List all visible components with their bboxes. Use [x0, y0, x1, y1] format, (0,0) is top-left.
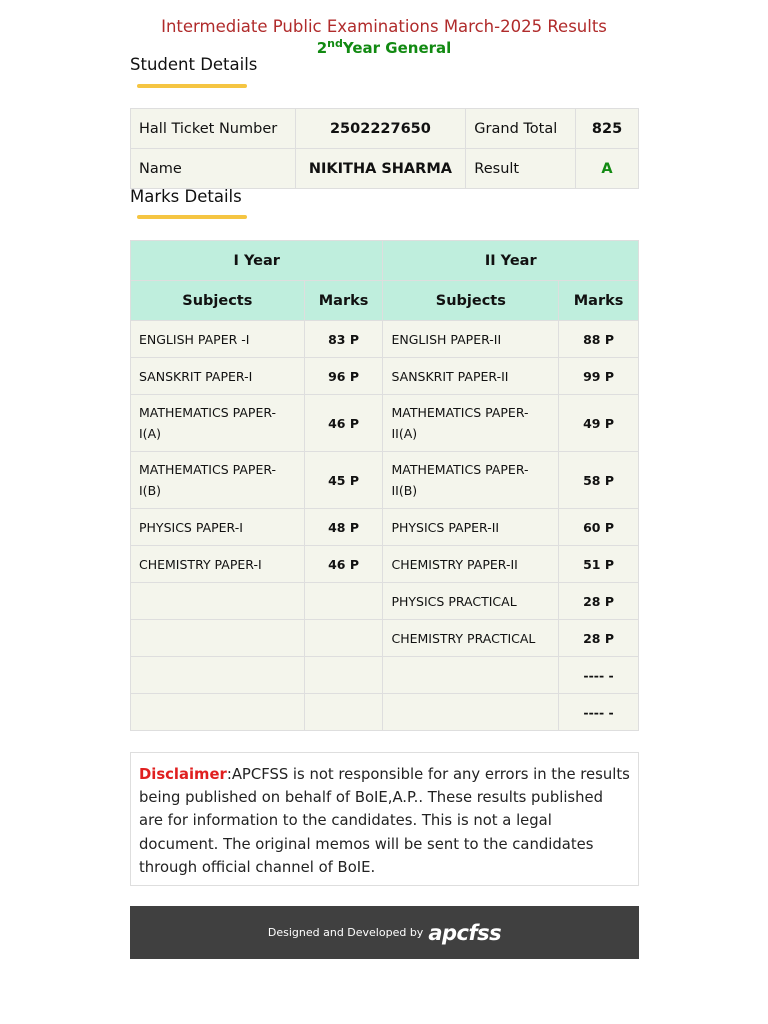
table-row [131, 509, 639, 546]
y2-marks: 51 P [559, 546, 639, 583]
result-value: A [576, 149, 639, 189]
y2-subject: CHEMISTRY PAPER-II [383, 546, 559, 583]
y1-subject: MATHEMATICS PAPER-I(B) [131, 452, 305, 509]
y2-marks: ---- - [559, 657, 639, 694]
hall-ticket-label: Hall Ticket Number [131, 109, 296, 149]
y2-subject: PHYSICS PRACTICAL [383, 583, 559, 620]
y2-marks: ---- - [559, 694, 639, 731]
table-row [131, 583, 639, 620]
table-row [131, 694, 639, 731]
y2-subject [383, 657, 559, 694]
y1-marks [304, 583, 383, 620]
y2-subject: SANSKRIT PAPER-II [383, 358, 559, 395]
y1-subject: ENGLISH PAPER -I [131, 321, 305, 358]
table-row [131, 358, 639, 395]
exam-subtitle [0, 37, 768, 57]
table-row [131, 321, 639, 358]
y1-subject [131, 657, 305, 694]
footer-credit: Designed and Developed by [267, 926, 424, 939]
y1-subject: MATHEMATICS PAPER-I(A) [131, 395, 305, 452]
grand-total-value: 825 [576, 109, 639, 149]
student-details-heading: Student Details [130, 55, 258, 74]
disclaimer-box [130, 752, 639, 886]
y2-marks: 99 P [559, 358, 639, 395]
y1-marks [304, 620, 383, 657]
table-row [131, 657, 639, 694]
y1-marks [304, 694, 383, 731]
footer-bar [130, 906, 639, 959]
y2-marks-header: Marks [559, 281, 639, 321]
table-row [131, 149, 639, 189]
y1-marks [304, 657, 383, 694]
y2-subject: MATHEMATICS PAPER-II(A) [383, 395, 559, 452]
y1-subject [131, 620, 305, 657]
grand-total-label: Grand Total [466, 109, 576, 149]
name-label: Name [131, 149, 296, 189]
student-details-table [130, 108, 639, 189]
marks-table [130, 240, 639, 731]
table-row [131, 620, 639, 657]
y2-marks: 28 P [559, 620, 639, 657]
y1-marks: 45 P [304, 452, 383, 509]
table-row [131, 109, 639, 149]
y1-marks-header: Marks [304, 281, 383, 321]
y2-marks: 58 P [559, 452, 639, 509]
y1-marks: 48 P [304, 509, 383, 546]
y1-subject: PHYSICS PAPER-I [131, 509, 305, 546]
y1-marks: 96 P [304, 358, 383, 395]
subtitle-ordinal: nd [327, 37, 343, 50]
apcfss-logo: apcfss [428, 920, 502, 945]
y1-subject [131, 583, 305, 620]
name-value: NIKITHA SHARMA [295, 149, 466, 189]
result-label: Result [466, 149, 576, 189]
table-row [131, 452, 639, 509]
exam-title: Intermediate Public Examinations March-2025 Results [161, 17, 607, 36]
table-row [131, 395, 639, 452]
y1-marks: 83 P [304, 321, 383, 358]
y2-subject: MATHEMATICS PAPER-II(B) [383, 452, 559, 509]
y1-subject [131, 694, 305, 731]
table-row [131, 546, 639, 583]
y1-marks: 46 P [304, 546, 383, 583]
year1-header: I Year [131, 241, 383, 281]
y2-subject: CHEMISTRY PRACTICAL [383, 620, 559, 657]
subtitle-number: 2 [316, 39, 328, 57]
y2-marks: 49 P [559, 395, 639, 452]
y2-subject: ENGLISH PAPER-II [383, 321, 559, 358]
y2-subjects-header: Subjects [383, 281, 559, 321]
y1-subject: CHEMISTRY PAPER-I [131, 546, 305, 583]
y2-marks: 60 P [559, 509, 639, 546]
y1-subject: SANSKRIT PAPER-I [131, 358, 305, 395]
disclaimer-text: :APCFSS is not responsible for any errors in the results being published on behalf of BoIE,A.P.. These results published are for information to the candidates. This is not a legal document. The original memos will be sent to the candidates through official channel of BoIE. [139, 766, 630, 876]
year2-header: II Year [383, 241, 639, 281]
marks-details-underline [137, 215, 247, 219]
y2-subject: PHYSICS PAPER-II [383, 509, 559, 546]
student-details-underline [137, 84, 247, 88]
table-header-row [131, 281, 639, 321]
hall-ticket-value: 2502227650 [295, 109, 466, 149]
y1-marks: 46 P [304, 395, 383, 452]
y1-subjects-header: Subjects [131, 281, 305, 321]
y2-marks: 28 P [559, 583, 639, 620]
y2-subject [383, 694, 559, 731]
subtitle-text: Year General [342, 39, 452, 57]
y2-marks: 88 P [559, 321, 639, 358]
marks-details-heading: Marks Details [130, 187, 242, 206]
disclaimer-label: Disclaimer [139, 766, 227, 783]
table-header-row [131, 241, 639, 281]
